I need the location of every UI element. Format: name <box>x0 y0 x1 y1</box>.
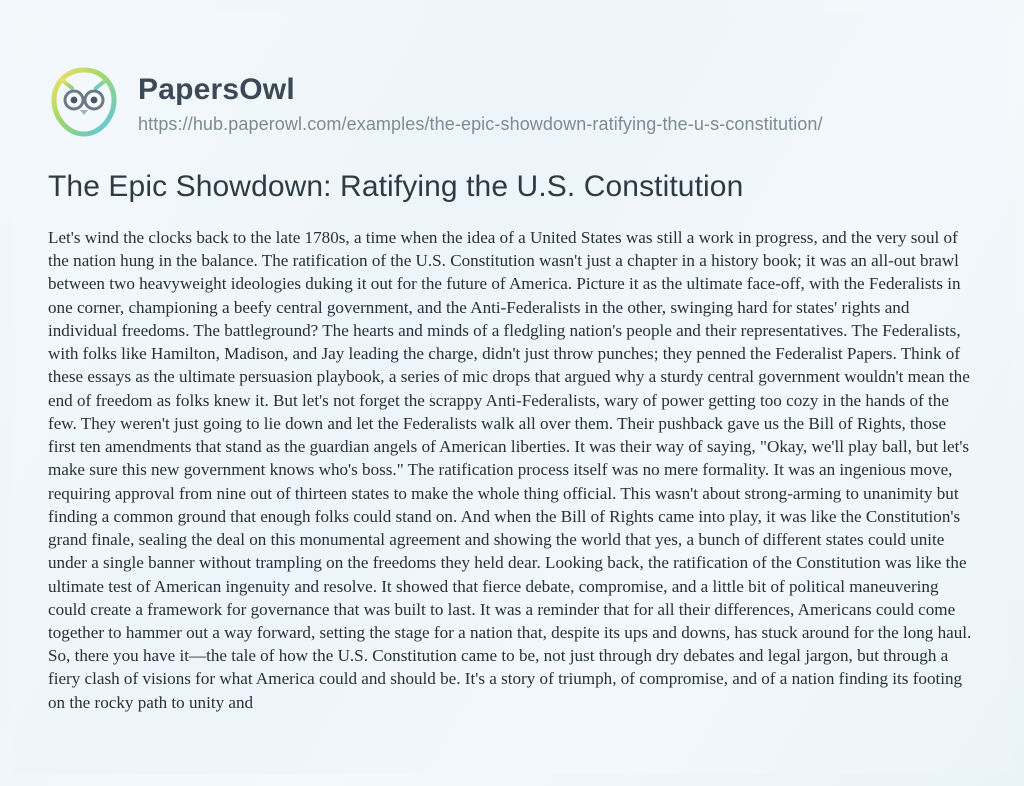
page-title: The Epic Showdown: Ratifying the U.S. Constitution <box>48 170 744 203</box>
page-content-area <box>12 12 1012 774</box>
brand-block <box>138 62 823 135</box>
page-url[interactable]: https://hub.paperowl.com/examples/the-epic-showdown-ratifying-the-u-s-constitution/ <box>138 113 823 134</box>
site-header <box>12 12 1012 140</box>
brand-name: PapersOwl <box>138 73 295 106</box>
owl-logo-icon <box>46 64 122 140</box>
article-body-text: Let's wind the clocks back to the late 1780s, a time when the idea of a United States was still a work in progress, and the very soul of the nation hung in the balance. The ratification of the U.S. Constitution wasn't just a chapter in a history book; it was an all-out brawl between two heavyweight ideologies duking it out for the future of America. Picture it as the ultimate face-off, with the Federalists in one corner, championing a beefy central government, and the Anti-Federalists in the other, swinging hard for states' rights and individual freedoms. The battleground? The hearts and minds of a fledgling nation's people and their representatives. The Federalists, with folks like Hamilton, Madison, and Jay leading the charge, didn't just throw punches; they penned the Federalist Papers. Think of these essays as the ultimate persuasion playbook, a series of mic drops that argued why a sturdy central government wouldn't mean the end of freedom as folks knew it. But let's not forget the scrappy Anti-Federalists, wary of power getting too cozy in the hands of the few. They weren't just going to lie down and let the Federalists walk all over them. Their pushback gave us the Bill of Rights, those first ten amendments that stand as the guardian angels of American liberties. It was their way of saying, "Okay, we'll play ball, but let's make sure this new government knows who's boss." The ratification process itself was no mere formality. It was an ingenious move, requiring approval from nine out of thirteen states to make the whole thing official. This wasn't about strong-arming to unanimity but finding a common ground that enough folks could stand on. And when the Bill of Rights came into play, it was like the Constitution's grand finale, sealing the deal on this monumental agreement and showing the world that yes, a bunch of different states could unite under a single banner without trampling on the freedoms they held dear. Looking back, the ratification of the Constitution was like the ultimate test of American ingenuity and resolve. It showed that fierce debate, compromise, and a little bit of political maneuvering could create a framework for governance that was built to last. It was a reminder that for all their differences, Americans could come together to hammer out a way forward, setting the stage for a nation that, despite its ups and downs, has stuck around for the long haul. So, there you have it—the tale of how the U.S. Constitution came to be, not just through dry debates and legal jargon, but through a fiery clash of visions for what America could and should be. It's a story of triumph, of compromise, and of a nation finding its footing on the rocky path to unity and <box>48 228 972 712</box>
article <box>12 140 1012 714</box>
